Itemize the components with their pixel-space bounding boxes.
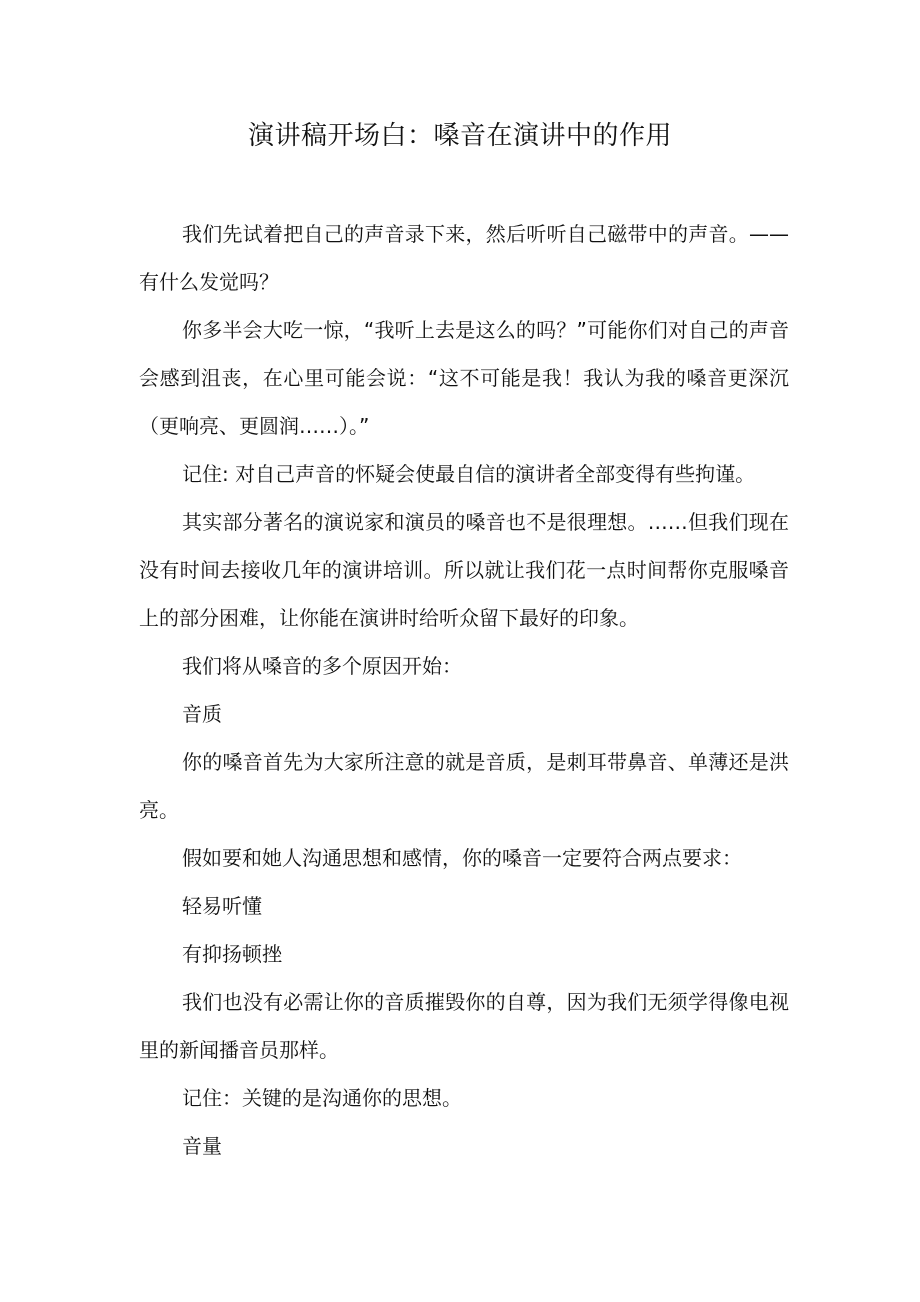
section-heading-volume: 音量: [182, 1134, 222, 1158]
paragraph-3: 记住: 对自己声音的怀疑会使最自信的演讲者全部变得有些拘谨。: [182, 462, 756, 486]
paragraph-5: 我们将从嗓音的多个原因开始：: [182, 654, 462, 678]
paragraph-7: 假如要和她人沟通思想和感情，你的嗓音一定要符合两点要求：: [182, 846, 742, 870]
paragraph-9: 记住：关键的是沟通你的思想。: [182, 1086, 462, 1110]
requirement-item-1: 轻易听懂: [182, 894, 262, 918]
paragraph-8: 我们也没有必需让你的音质摧毁你的自尊，因为我们无须学得像电视里的新闻播音员那样。: [139, 990, 789, 1062]
paragraph-1: 我们先试着把自己的声音录下来，然后听听自己磁带中的声音。——有什么发觉吗？: [139, 222, 789, 294]
document-title: 演讲稿开场白：嗓音在演讲中的作用: [247, 121, 672, 151]
document-body: [139, 210, 789, 1170]
requirement-item-2: 有抑扬顿挫: [182, 942, 282, 966]
paragraph-2: 你多半会大吃一惊，“我听上去是这么的吗？”可能你们对自己的声音会感到沮丧，在心里可能会说：“这不可能是我！我认为我的嗓音更深沉（更响亮、更圆润……）。”: [139, 318, 789, 438]
paragraph-6: 你的嗓音首先为大家所注意的就是音质，是刺耳带鼻音、单薄还是洪亮。: [139, 750, 789, 822]
section-heading-voice-quality: 音质: [182, 702, 222, 726]
paragraph-4: 其实部分著名的演说家和演员的嗓音也不是很理想。……但我们现在没有时间去接收几年的演讲培训。所以就让我们花一点时间帮你克服嗓音上的部分困难，让你能在演讲时给听众留下最好的印象。: [139, 510, 789, 630]
